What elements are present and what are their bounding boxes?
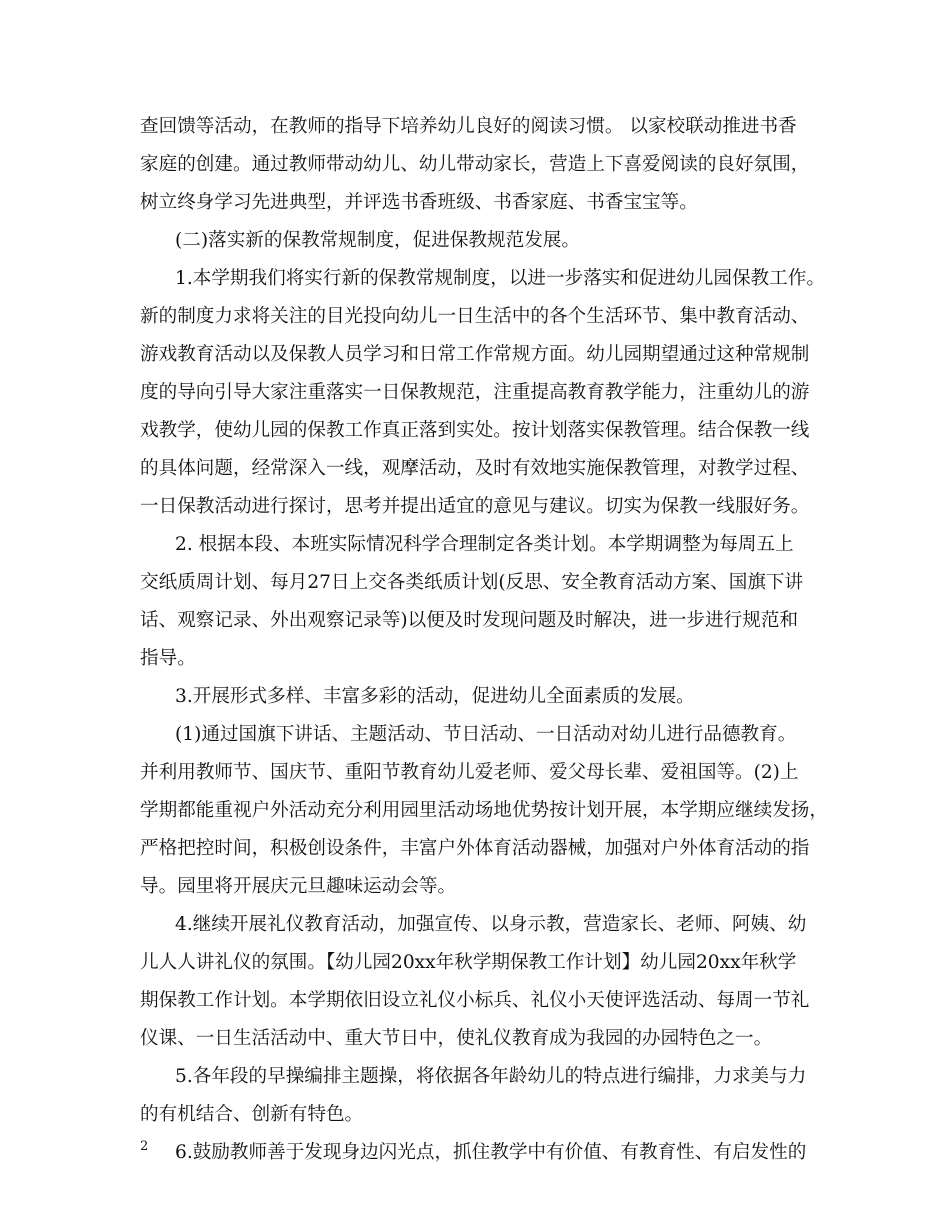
text-line: 新的制度力求将关注的目光投向幼儿一日生活中的各个生活环节、集中教育活动、 [140,306,810,327]
text-line: 1.本学期我们将实行新的保教常规制度，以进一步落实和促进幼儿园保教工作。 [175,268,825,289]
text-line: 3.开展形式多样、丰富多彩的活动，促进幼儿全面素质的发展。 [175,686,695,707]
text-line: 度的导向引导大家注重落实一日保教规范，注重提高教育教学能力，注重幼儿的游 [140,382,810,403]
text-line: 仪课、一日生活活动中、重大节日中，使礼仪教育成为我园的办园特色之一。 [140,1028,773,1049]
text-line: 严格把控时间，积极创设条件，丰富户外体育活动器械，加强对户外体育活动的指 [140,838,810,859]
text-line: (1)通过国旗下讲话、主题活动、节日活动、一日活动对幼儿进行品德教育。 [175,724,797,745]
text-line: 期保教工作计划。本学期依旧设立礼仪小标兵、礼仪小天使评选活动、每周一节礼 [140,990,810,1011]
text-line: 儿人人讲礼仪的氛围。【幼儿园20xx年秋学期保教工作计划】幼儿园20xx年秋学 [140,952,797,973]
text-line: 一日保教活动进行探讨，思考并提出适宜的意见与建议。切实为保教一线服好务。 [140,496,810,517]
text-line: 导。园里将开展庆元旦趣味运动会等。 [140,876,457,897]
text-line: 游戏教育活动以及保教人员学习和日常工作常规方面。幼儿园期望通过这种常规制 [140,344,810,365]
text-line: 的有机结合、创新有特色。 [140,1104,364,1125]
text-line: 家庭的创建。通过教师带动幼儿、幼儿带动家长，营造上下喜爱阅读的良好氛围， [140,154,810,175]
text-line: 话、观察记录、外出观察记录等)以便及时发现问题及时解决，进一步进行规范和 [140,610,799,631]
text-line: 指导。 [140,648,196,669]
text-line: 学期都能重视户外活动充分利用园里活动场地优势按计划开展，本学期应继续发扬， [140,800,828,821]
text-line: 戏教学，使幼儿园的保教工作真正落到实处。按计划落实保教管理。结合保教一线 [140,420,810,441]
section-heading: (二)落实新的保教常规制度，促进保教规范发展。 [175,230,580,251]
page-number: 2 [140,1139,149,1154]
text-line: 5.各年段的早操编排主题操，将依据各年龄幼儿的特点进行编排，力求美与力 [175,1066,807,1087]
text-line: 树立终身学习先进典型，并评选书香班级、书香家庭、书香宝宝等。 [140,192,698,213]
text-line: 查回馈等活动，在教师的指导下培养幼儿良好的阅读习惯。 以家校联动推进书香 [140,116,797,137]
text-line: 2. 根据本段、本班实际情况科学合理制定各类计划。本学期调整为每周五上 [175,534,794,555]
text-line: 4.继续开展礼仪教育活动，加强宣传、以身示教，营造家长、老师、阿姨、幼 [175,914,807,935]
text-line: 并利用教师节、国庆节、重阳节教育幼儿爱老师、爱父母长辈、爱祖国等。(2)上 [140,762,799,783]
text-line: 交纸质周计划、每月27日上交各类纸质计划(反思、安全教育活动方案、国旗下讲 [140,572,804,593]
text-line: 的具体问题，经常深入一线，观摩活动，及时有效地实施保教管理，对教学过程、 [140,458,810,479]
text-line: 6.鼓励教师善于发现身边闪光点，抓住教学中有价值、有教育性、有启发性的 [175,1142,807,1163]
